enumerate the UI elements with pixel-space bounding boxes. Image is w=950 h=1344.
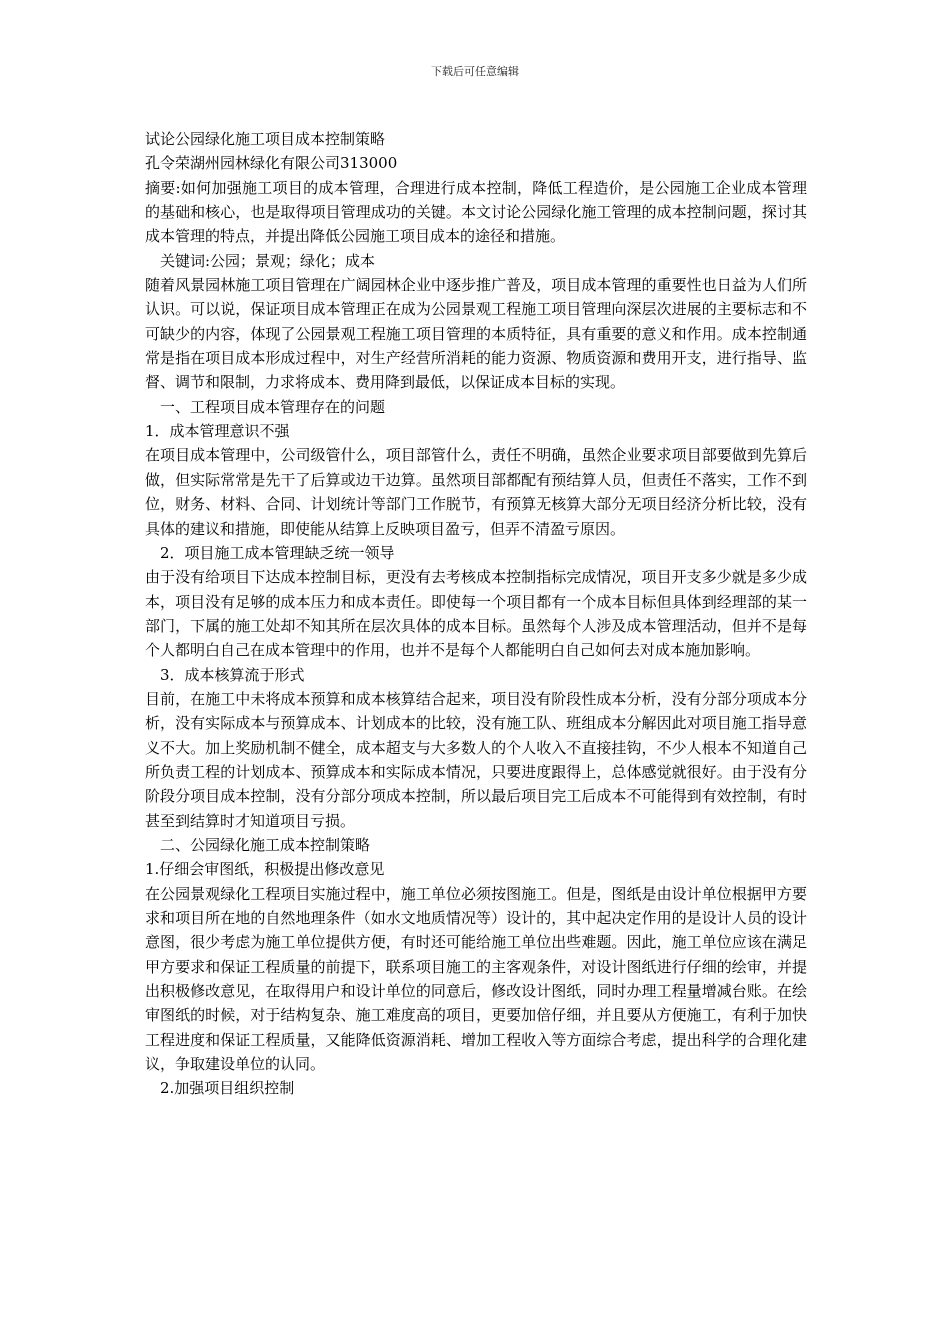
- intro-paragraph: 随着风景园林施工项目管理在广阔园林企业中逐步推广普及，项目成本管理的重要性也日益为人们所认识。可以说，保证项目成本管理正在成为公园景观工程施工项目管理向深层次进展的主要标志和不可缺少的内容，体现了公园景观工程施工项目管理的本质特征，具有重要的意义和作用。成本控制通常是指在项目成本形成过程中，对生产经营所消耗的能力资源、物质资源和费用开支，进行指导、监督、调节和限制，力求将成本、费用降到最低，以保证成本目标的实现。: [145, 276, 807, 392]
- document-body: [145, 127, 807, 1101]
- subsection-heading-2-2: 2.加强项目组织控制: [160, 1079, 295, 1098]
- author-line: 孔令荣湖州园林绿化有限公司313000: [145, 154, 398, 173]
- keywords: 关键词:公园；景观；绿化；成本: [160, 251, 376, 270]
- subsection-heading-1-1: 1．成本管理意识不强: [145, 422, 290, 441]
- paragraph-1-3: 目前，在施工中未将成本预算和成本核算结合起来，项目没有阶段性成本分析，没有分部分项成本分析，没有实际成本与预算成本、计划成本的比较，没有施工队、班组成本分解因此对项目施工指导意义不大。加上奖励机制不健全，成本超支与大多数人的个人收入不直接挂钩，不少人根本不知道自己所负责工程的计划成本、预算成本和实际成本情况，只要进度跟得上，总体感觉就很好。由于没有分阶段分项目成本控制，没有分部分项成本控制，所以最后项目完工后成本不可能得到有效控制，有时甚至到结算时才知道项目亏损。: [145, 689, 807, 830]
- paragraph-1-1: 在项目成本管理中，公司级管什么，项目部管什么，责任不明确，虽然企业要求项目部要做到先算后做，但实际常常是先干了后算或边干边算。虽然项目部都配有预结算人员，但责任不落实，工作不到位，财务、材料、合同、计划统计等部门工作脱节，有预算无核算大部分无项目经济分析比较，没有具体的建议和措施，即使能从结算上反映项目盈亏，但弄不清盈亏原因。: [145, 446, 807, 538]
- section-heading-1: 一、工程项目成本管理存在的问题: [160, 397, 386, 416]
- paragraph-1-2: 由于没有给项目下达成本控制目标，更没有去考核成本控制指标完成情况，项目开支多少就是多少成本，项目没有足够的成本压力和成本责任。即使每一个项目都有一个成本目标但具体到经理部的某一部门，下属的施工处却不知其所在层次具体的成本目标。虽然每个人涉及成本管理活动，但并不是每个人都明白自己在成本管理中的作用，也并不是每个人都能明白自己如何去对成本施加影响。: [145, 568, 807, 660]
- subsection-heading-1-3: 3．成本核算流于形式: [160, 665, 305, 684]
- subsection-heading-2-1: 1.仔细会审图纸，积极提出修改意见: [145, 860, 385, 879]
- page-header: 下载后可任意编辑: [431, 65, 519, 78]
- abstract: 摘要:如何加强施工项目的成本管理，合理进行成本控制，降低工程造价，是公园施工企业成本管理的基础和核心，也是取得项目管理成功的关键。本文讨论公园绿化施工管理的成本控制问题，探讨其成本管理的特点，并提出降低公园施工项目成本的途径和措施。: [145, 178, 807, 246]
- subsection-heading-1-2: 2．项目施工成本管理缺乏统一领导: [160, 543, 395, 562]
- document-title: 试论公园绿化施工项目成本控制策略: [145, 130, 386, 148]
- section-heading-2: 二、公园绿化施工成本控制策略: [160, 835, 371, 854]
- paragraph-2-1: 在公园景观绿化工程项目实施过程中，施工单位必须按图施工。但是，图纸是由设计单位根据甲方要求和项目所在地的自然地理条件（如水文地质情况等）设计的，其中起决定作用的是设计人员的设计意图，很少考虑为施工单位提供方便，有时还可能给施工单位出些难题。因此，施工单位应该在满足甲方要求和保证工程质量的前提下，联系项目施工的主客观条件，对设计图纸进行仔细的绘审，并提出积极修改意见，在取得用户和设计单位的同意后，修改设计图纸，同时办理工程量增减台账。在绘审图纸的时候，对于结构复杂、施工难度高的项目，更要加倍仔细，并且要从方便施工，有利于加快工程进度和保证工程质量，又能降低资源消耗、增加工程收入等方面综合考虑，提出科学的合理化建议，争取建设单位的认同。: [145, 884, 807, 1074]
